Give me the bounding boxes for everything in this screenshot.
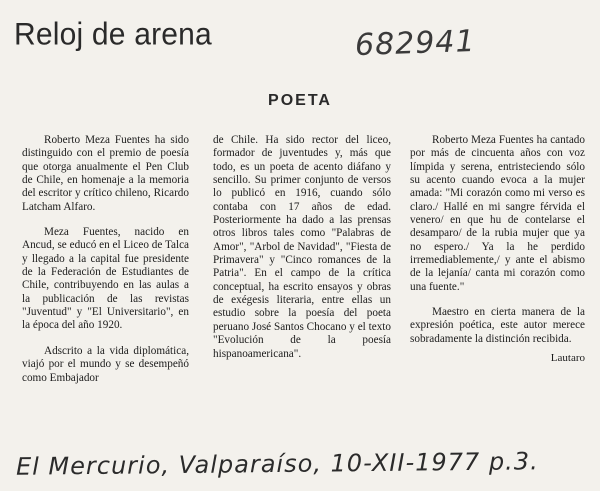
- article-column-2: [213, 134, 391, 373]
- paragraph: Roberto Meza Fuentes ha cantado por más de cincuenta años con voz límpida y serena, entristeciendo sólo su acento cuando evoca a la mujer amada: "Mi corazón como mi verso es claro./ Hallé en mi sangre férvida el venero/ en que hu de contelarse el desamparo/ de la rubia mujer que ya no espero./ Ya la he perdido irremediablemente,/ y ante el abismo de la lejanía/ canta mi corazón como una fuente.": [410, 134, 585, 293]
- article-column-3: [410, 134, 585, 366]
- paragraph: de Chile. Ha sido rector del liceo, formador de juventudes y, más que todo, es un poeta de acento diáfano y sencillo. Su primer conjunto de versos lo publicó en 1916, cuando sólo contaba con 17 años de edad. Posteriormente ha dado a las prensas otros libros tales como "Palabras de Amor", "Arbol de Navidad", "Fiesta de Primavera" y "Cinco romances de la Patria". En el campo de la crítica conceptual, ha escrito ensayos y obras de exégesis literaria, entre ellas un estudio sobre la poesía del poeta peruano José Santos Chocano y el texto "Evolución de la poesía hispanoamericana".: [213, 134, 391, 360]
- paragraph: Maestro en cierta manera de la expresión poética, este autor merece sobradamente la distinción recibida.: [410, 306, 585, 345]
- paragraph: Roberto Meza Fuentes ha sido distinguido con el premio de poesía que otorga anualmente el Pen Club de Chile, en homenaje a la memoria del escritor y crítico chileno, Ricardo Latcham Alfaro.: [22, 134, 189, 213]
- handwritten-catalog-number: 682941: [354, 23, 477, 64]
- article-column-1: [22, 134, 189, 397]
- handwritten-source-note: El Mercurio, Valparaíso, 10-XII-1977 p.3.: [15, 447, 539, 481]
- column-heading: Reloj de arena: [14, 17, 212, 52]
- author-signature: Lautaro: [550, 352, 585, 365]
- article-title: POETA: [268, 92, 332, 109]
- paragraph: Meza Fuentes, nacido en Ancud, se educó en el Liceo de Talca y llegado a la capital fue presidente de la Federación de Estudiantes de Chile, contribuyendo en las aulas a la publicación de las revistas "Juventud" y "El Universitario", en la época del año 1920.: [22, 226, 189, 332]
- paragraph: Adscrito a la vida diplomática, viajó por el mundo y se desempeñó como Embajador: [22, 344, 189, 384]
